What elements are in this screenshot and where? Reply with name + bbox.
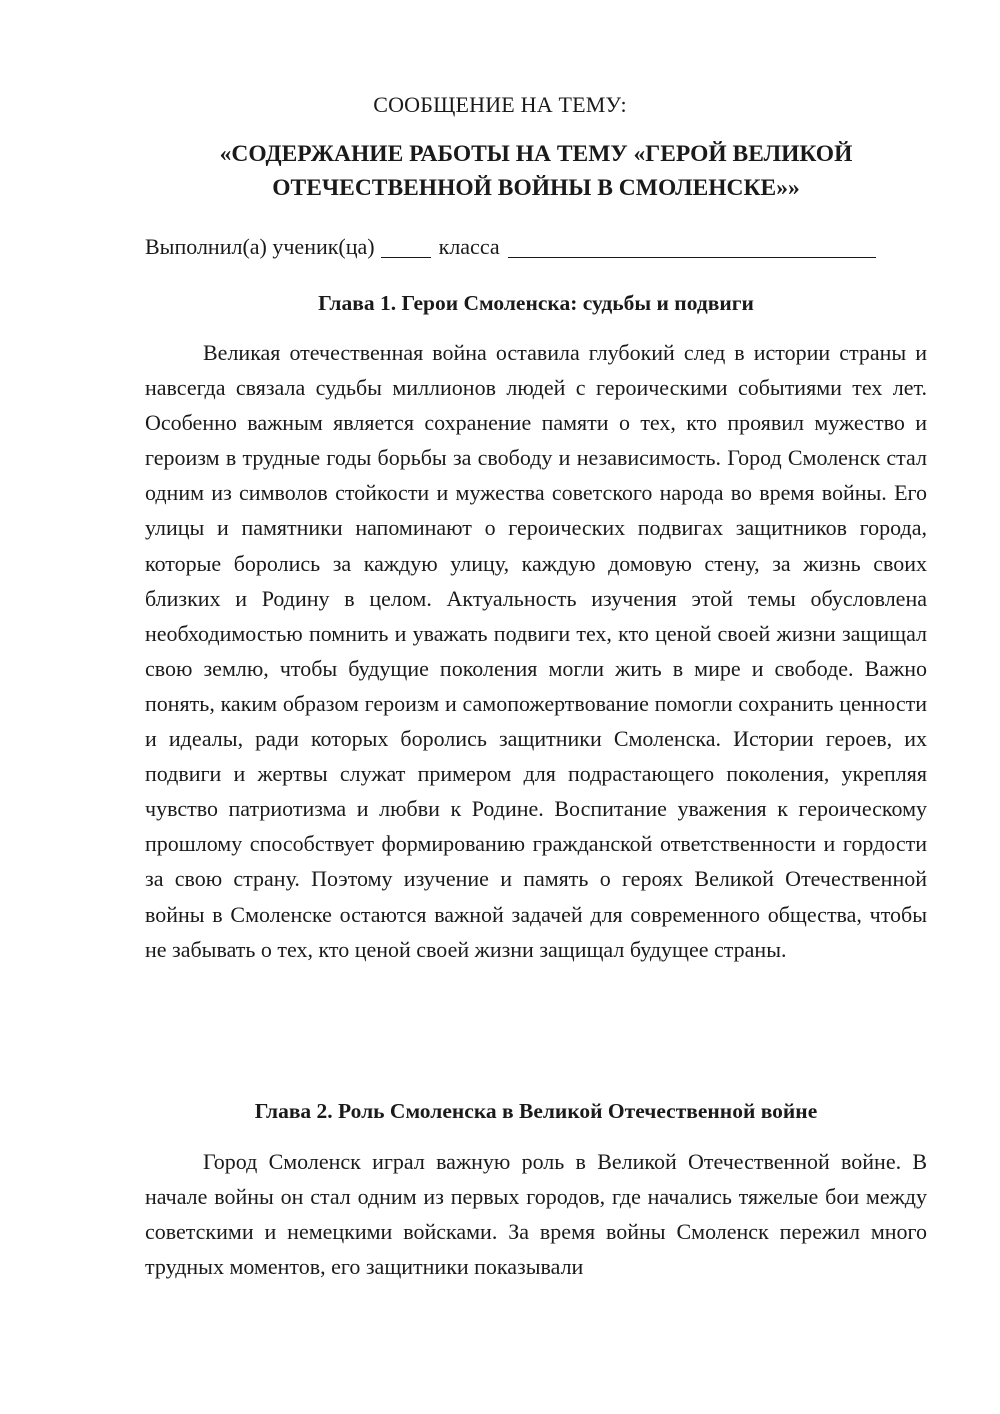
chapter-1-heading: Глава 1. Герои Смоленска: судьбы и подвиги [318, 291, 754, 315]
chapter-1-paragraph: Великая отечественная война оставила глубокий след в истории страны и навсегда связала судьбы миллионов людей с героическими событиями тех лет. Особенно важным является сохранение памяти о тех, кто проявил мужество и героизм в трудные годы борьбы за свободу и независимость. Город Смоленск стал одним из символов стойкости и мужества советского народа во время войны. Его улицы и памятники напоминают о героических подвигах защитников города, которые боролись за каждую улицу, каждую домовую стену, за жизнь своих близких и Родину в целом. Актуальность изучения этой темы обусловлена необходимостью помнить и уважать подвиги тех, кто ценой своей жизни защищал свою землю, чтобы будущие поколения могли жить в мире и свободе. Важно понять, каким образом героизм и самопожертвование помогли сохранить ценности и идеалы, ради которых боролись защитники Смоленска. Истории героев, их подвиги и жертвы служат примером для подрастающего поколения, укрепляя чувство патриотизма и любви к Родине. Воспитание уважения к героическому прошлому способствует формированию гражданской ответственности и гордости за свою страну. Поэтому изучение и память о героях Великой Отечественной войны в Смоленске остаются важной задачей для современного общества, чтобы не забывать о тех, кто ценой своей жизни защищал будущее страны. [145, 340, 927, 962]
student-name-blank [508, 235, 876, 258]
chapter-2-heading: Глава 2. Роль Смоленска в Великой Отечественной войне [254, 1099, 818, 1123]
document-caption: СООБЩЕНИЕ НА ТЕМУ: [373, 92, 627, 117]
class-label: класса [438, 234, 500, 259]
document-title-line-2: ОТЕЧЕСТВЕННОЙ ВОЙНЫ В СМОЛЕНСКЕ»» [272, 175, 800, 201]
class-number-blank [381, 235, 431, 258]
author-line [145, 231, 876, 260]
document-title-line-1: «СОДЕРЖАНИЕ РАБОТЫ НА ТЕМУ «ГЕРОЙ ВЕЛИКОЙ [219, 141, 853, 167]
performed-by-label: Выполнил(а) ученик(ца) [145, 234, 375, 259]
chapter-2-paragraph: Город Смоленск играл важную роль в Великой Отечественной войне. В начале войны он стал одним из первых городов, где начались тяжелые бои между советскими и немецкими войсками. За время войны Смоленск пережил много трудных моментов, его защитники показывали [145, 1149, 927, 1280]
